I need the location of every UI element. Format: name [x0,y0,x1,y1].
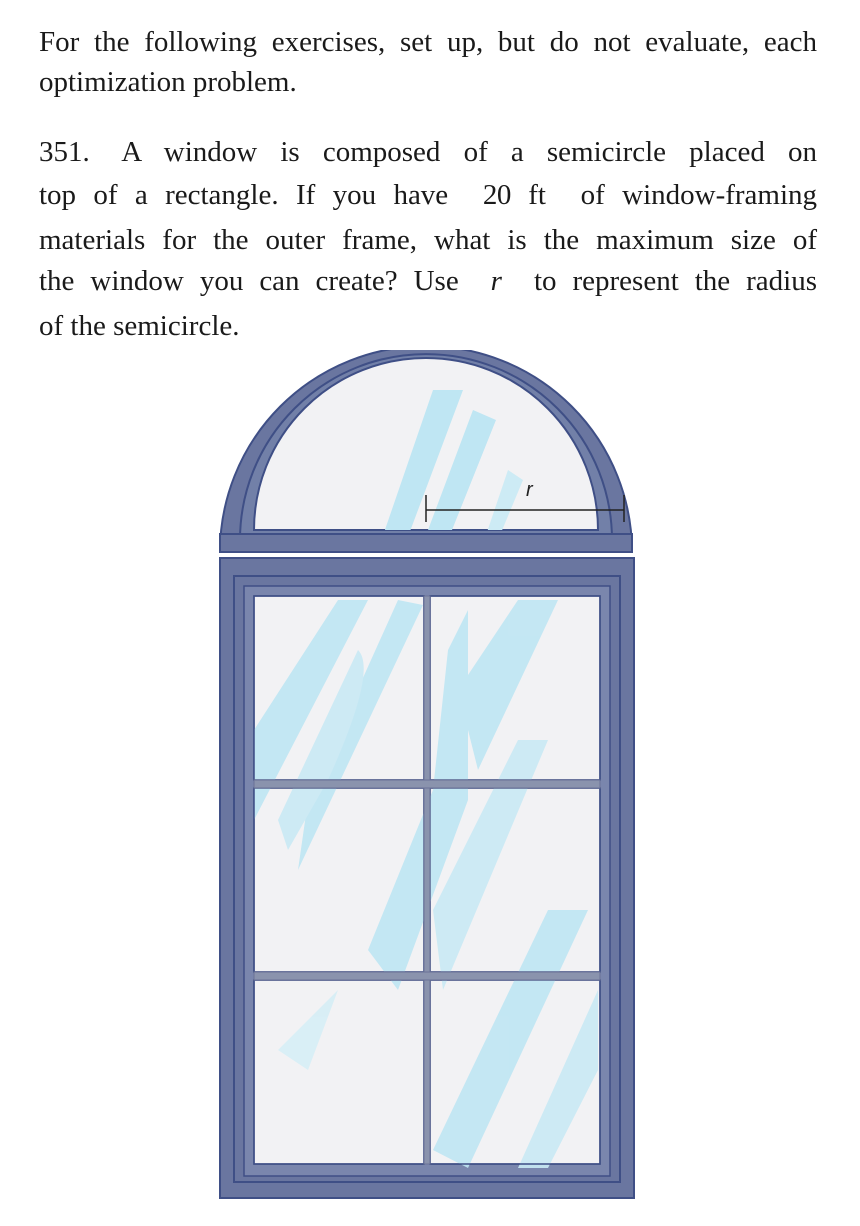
horizontal-mullion-1 [254,780,600,788]
problem-text-1: A window is composed of a semicircle placed on [121,136,817,168]
document-page [39,22,817,352]
framing-length-unit: ft [528,179,546,211]
problem-text-4b: to represent the radius [533,265,818,297]
horizontal-mullion-2 [254,972,600,980]
window-figure [218,350,638,1202]
problem-line-1 [39,132,817,172]
problem-line-5 [39,300,817,352]
exercise-instructions: For the following exercises, set up, but do not evaluate, each optimization problem. [39,26,817,98]
window-illustration [218,350,638,1202]
problem-number: 351. [39,136,90,168]
problem-text-4a: the window you can create? Use [39,265,459,297]
problem-text-2b: of window-framing [580,179,818,211]
vertical-mullion [424,596,430,1164]
problem-text-5: of the semicircle. [39,310,240,342]
framing-length-value: 20 [482,179,511,211]
problem-line-4 [39,262,817,300]
problem-text-3: materials for the outer frame, what is the maximum size of [39,224,817,256]
pane-5 [254,980,424,1164]
problem-351 [39,132,817,352]
radius-label: r [526,479,533,501]
problem-line-3 [39,218,817,262]
problem-text-2a: top of a rectangle. If you have [39,179,449,211]
problem-line-2 [39,172,817,218]
radius-variable: r [490,265,502,297]
arch-sill [220,534,632,552]
